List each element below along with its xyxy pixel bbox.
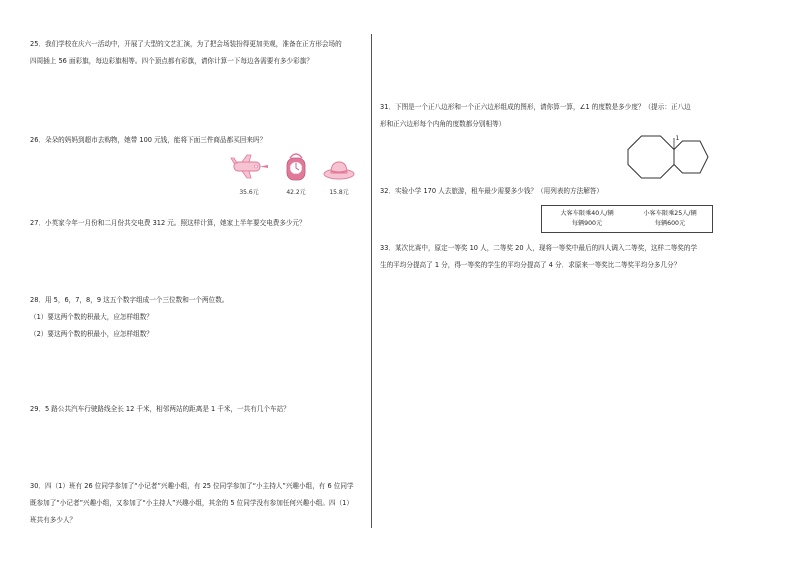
question-32 [380,183,603,200]
product-price: 35.6元 [239,189,259,196]
question-31-line2: 形和正六边形每个内角的度数都分别相等） [380,120,506,128]
question-28-line1: 28．用 5，6，7，8，9 这五个数字组成一个三位数和一个两位数。 [30,296,229,304]
question-25-line1: 25．我们学校在庆六一活动中，开展了大型的文艺汇演，为了把会场装扮得更加美观，准备在正方形会场的 [30,40,342,48]
question-30-line2: 既参加了“小记者”兴趣小组，又参加了“小主持人”兴趣小组，其余的 5 位同学没有参加任何兴趣小组。四（1） [30,499,353,507]
big-bus-info [548,209,626,229]
question-27 [30,215,306,232]
product-price: 15.8元 [329,189,349,196]
small-bus-capacity: 小客车限乘25人/辆 [643,210,697,217]
question-33-line2: 生的平均分提高了 1 分，得一等奖的学生的平均分提高了 4 分．求原来一等奖比二等奖平均分多几分？ [380,261,681,269]
small-bus-info [630,209,710,229]
question-28 [30,292,228,343]
product-toy-plane [228,152,270,196]
question-26 [30,132,266,149]
question-27-line1: 27．小英家今年一月份和二月份共交电费 312 元。照这样计算，她家上半年要交电费多少元？ [30,219,306,227]
question-33-line1: 33．某次比赛中，原定一等奖 10 人，二等奖 20 人，现将一等奖中最后的四人调入二等奖，这样二等奖的学 [380,244,698,252]
question-28-line3: （2）要这两个数的积最小，应怎样组数？ [30,330,153,338]
alarm-clock-icon [281,150,311,182]
question-30-line3: 班共有多少人？ [30,516,77,524]
octagon-hexagon-figure [626,132,712,182]
question-29-line1: 29．5 路公共汽车行驶路线全长 12 千米，相邻两站的距离是 1 千米，一共有几个车站？ [30,405,290,413]
small-bus-price: 每辆600元 [654,220,686,227]
question-30 [30,478,354,529]
product-alarm-clock [280,150,312,196]
question-28-line2: （1）要这两个数的积最大，应怎样组数？ [30,313,153,321]
question-25-line2: 四周插上 56 面彩旗，每边彩旗相等。四个顶点都有彩旗，请你计算一下每边各需要有多少彩旗？ [30,57,313,65]
question-25 [30,36,342,70]
question-29 [30,401,290,418]
question-26-line1: 26．朵朵的妈妈到超市去购物，她带 100 元钱，能将下面三件商品都买回来吗？ [30,136,267,144]
hat-icon [322,156,356,182]
question-30-line1: 30．四（1）班有 26 位同学参加了“小记者”兴趣小组，有 25 位同学参加了“小主持人”兴趣小组，有 6 位同学 [30,482,354,490]
question-31-line1: 31．下图是一个正八边形和一个正六边形组成的图形，请你算一算，∠1 的度数是多少度？（提示：正八边 [380,103,691,111]
bus-price-box [541,205,713,233]
regular-hexagon [674,141,708,173]
product-price: 42.2元 [286,189,306,196]
question-32-line1: 32．实验小学 170 人去旅游，租车最少需要多少钱？（用列表的方法解答） [380,187,603,195]
question-31 [380,99,691,133]
angle-label: 1 [675,135,680,142]
big-bus-capacity: 大客车限乘40人/辆 [560,210,614,217]
toy-plane-icon [228,152,270,182]
product-hat [322,156,356,196]
regular-octagon [628,136,674,178]
column-divider [371,34,372,528]
question-33 [380,240,697,274]
big-bus-price: 每辆900元 [571,220,603,227]
